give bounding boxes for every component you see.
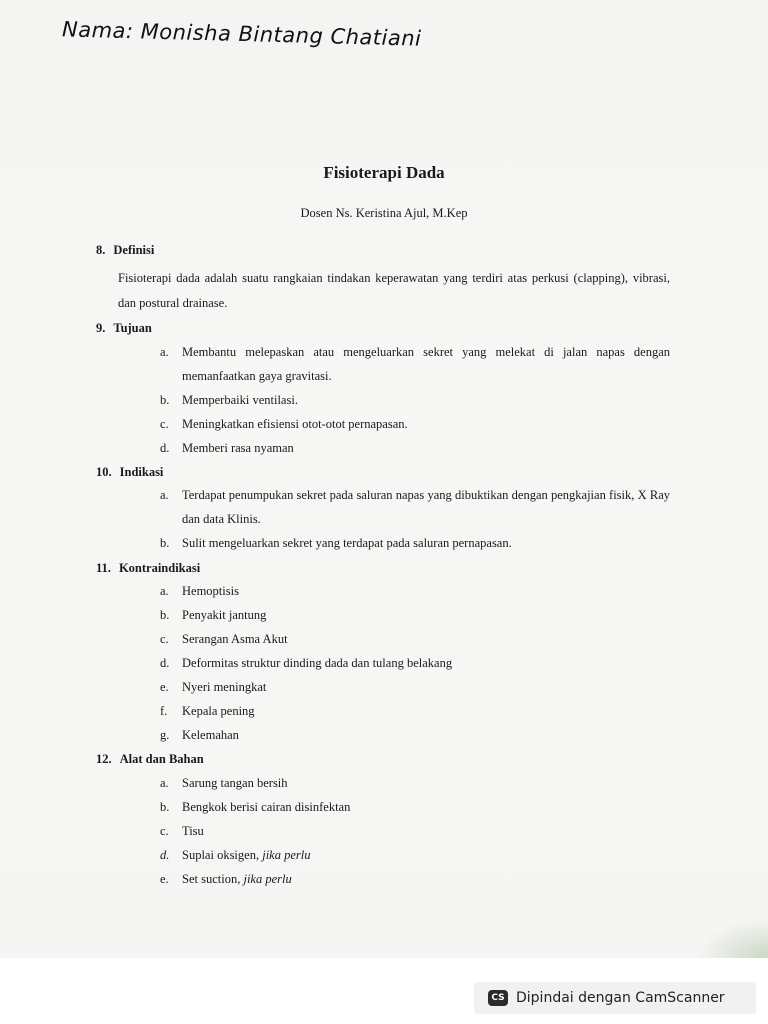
list-text: Meningkatkan efisiensi otot-otot pernapasan. xyxy=(182,417,408,431)
list-item xyxy=(160,412,670,436)
list-item xyxy=(160,627,670,651)
list-item xyxy=(160,867,670,891)
definisi-paragraph: Fisioterapi dada adalah suatu rangkaian tindakan keperawatan yang terdiri atas perkusi (clapping), vibrasi, dan postural drainase. xyxy=(118,271,670,310)
list-text: Memperbaiki ventilasi. xyxy=(182,393,298,407)
section-heading-definisi xyxy=(96,243,154,258)
list-letter: g. xyxy=(160,728,170,742)
list-text: Bengkok berisi cairan disinfektan xyxy=(182,800,351,814)
list-item xyxy=(160,843,670,867)
list-text: Tisu xyxy=(182,824,204,838)
item-text: Set suction, xyxy=(182,872,244,886)
section-number: 11. xyxy=(96,561,111,575)
camscanner-logo-icon: CS xyxy=(488,990,508,1006)
list-letter: f. xyxy=(160,704,168,718)
list-text: Terdapat penumpukan sekret pada saluran napas yang dibuktikan dengan pengkajian fisik, X Ray dan data Klinis. xyxy=(182,488,670,526)
list-text: Nyeri meningkat xyxy=(182,680,267,694)
list-letter: a. xyxy=(160,584,169,598)
list-letter: a. xyxy=(160,776,169,790)
list-letter: c. xyxy=(160,632,169,646)
list-text: Penyakit jantung xyxy=(182,608,267,622)
list-item xyxy=(160,795,670,819)
lecturer-line: Dosen Ns. Keristina Ajul, M.Kep xyxy=(300,206,468,220)
section-title: Indikasi xyxy=(119,465,164,479)
section-title: Definisi xyxy=(113,243,155,257)
section-number: 8. xyxy=(96,243,106,257)
list-item xyxy=(160,723,670,747)
list-item xyxy=(160,675,670,699)
list-letter: c. xyxy=(160,824,169,838)
document-title: Fisioterapi Dada xyxy=(323,163,445,182)
list-letter: d. xyxy=(160,848,170,862)
list-text: Hemoptisis xyxy=(182,584,239,598)
list-text: Kepala pening xyxy=(182,704,255,718)
item-note: jika perlu xyxy=(243,872,292,886)
list-text: Sulit mengeluarkan sekret yang terdapat pada saluran pernapasan. xyxy=(182,536,512,550)
list-text: Membantu melepaskan atau mengeluarkan sekret yang melekat di jalan napas dengan memanfaatkan gaya gravitasi. xyxy=(182,345,670,383)
section-heading-indikasi xyxy=(96,465,163,480)
list-letter: a. xyxy=(160,345,169,359)
list-letter: a. xyxy=(160,488,169,502)
list-item xyxy=(160,388,670,412)
item-note: jika perlu xyxy=(262,848,311,862)
list-letter: d. xyxy=(160,441,170,455)
list-text: Kelemahan xyxy=(182,728,239,742)
section-heading-tujuan xyxy=(96,321,152,336)
list-item xyxy=(160,579,670,603)
list-item xyxy=(160,483,670,531)
list-letter: b. xyxy=(160,536,170,550)
list-item xyxy=(160,651,670,675)
list-text: Sarung tangan bersih xyxy=(182,776,288,790)
list-letter: c. xyxy=(160,417,169,431)
list-letter: b. xyxy=(160,800,170,814)
list-letter: b. xyxy=(160,393,170,407)
list-item xyxy=(160,699,670,723)
section-title: Tujuan xyxy=(113,321,152,335)
list-letter: b. xyxy=(160,608,170,622)
camscanner-badge xyxy=(474,982,756,1014)
section-title: Kontraindikasi xyxy=(118,561,201,575)
section-heading-kontraindikasi xyxy=(96,561,200,576)
list-item xyxy=(160,531,670,555)
section-heading-alat-dan-bahan xyxy=(96,752,204,767)
section-number: 9. xyxy=(96,321,106,335)
list-item xyxy=(160,340,670,388)
list-item xyxy=(160,436,670,460)
list-letter: e. xyxy=(160,680,169,694)
list-item xyxy=(160,819,670,843)
list-text: Memberi rasa nyaman xyxy=(182,441,294,455)
list-item xyxy=(160,771,670,795)
handwritten-name: Nama: Monisha Bintang Chatiani xyxy=(61,17,422,51)
list-text xyxy=(182,867,670,891)
section-number: 12. xyxy=(96,752,112,766)
list-letter: d. xyxy=(160,656,170,670)
list-letter: e. xyxy=(160,872,169,886)
list-text xyxy=(182,843,670,867)
camscanner-text: Dipindai dengan CamScanner xyxy=(516,990,725,1006)
list-item xyxy=(160,603,670,627)
section-title: Alat dan Bahan xyxy=(119,752,204,766)
section-number: 10. xyxy=(96,465,112,479)
item-text: Suplai oksigen, xyxy=(182,848,263,862)
list-text: Deformitas struktur dinding dada dan tulang belakang xyxy=(182,656,453,670)
list-text: Serangan Asma Akut xyxy=(182,632,288,646)
